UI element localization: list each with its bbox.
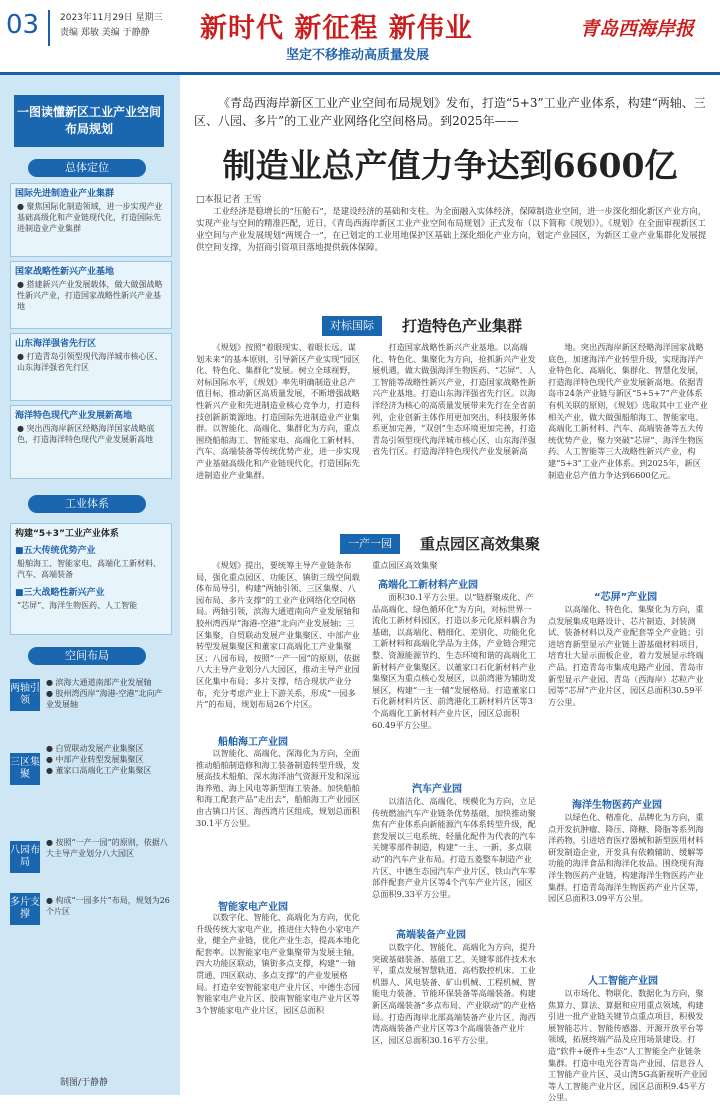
body-column: 面积30.1平方公里。以“链群聚成化、产品高端化、绿色循环化”为方向，对标世界一流化工新材料园区，打造以多元化原料耦合为基础，以高端化、精细化、差别化、功能化化工新材料和高端化学品为主体，产业链合理完整、资源能源节约、生态环境和谐的高端化工新材料产业集聚区。以董家口石化新材料产业集聚区为重点核心发展区，以前湾港为辅助发展区，构建“一主一辅”发展格局。打造董家口石化新材料片区、前湾港化工新材料片区等3个高端化工新材料产业片区，园区总面积60.49平方公里。 bbox=[372, 592, 536, 730]
positioning-box bbox=[10, 405, 172, 479]
body-column: 地。突出西海岸新区经略海洋国家战略底色，加速海洋产业转型升级，实现海洋产业特色化、高端化、集群化、智慧化发展，打造海洋特色现代产业发展新高地。依据青岛市24条产业链与新区“5+5+7”产业体系有机关联的原则，《规划》选取其中工业产业相关产业，做大做强船舶海工、智能家电、高端化工新材料、汽车、高端装备等五大传统优势产业，聚力突破“芯屏”、海洋生物医药、人工智能等三大战略性新兴产业，构建“5+3”工业产业体系。到2025年，新区制造业总产值力争达到6600亿元。 bbox=[548, 342, 708, 480]
editors: 责编 郑敏 美编 于静静 bbox=[60, 28, 150, 38]
system-box-heading: 构建“5+3”工业产业体系 bbox=[15, 529, 119, 539]
box-text: ● 聚焦国际化制造领域，进一步实现产业基础高级化和产业链现代化，打造国际先进制造业产业集群 bbox=[17, 202, 163, 233]
box-heading: 海洋特色现代产业发展新高地 bbox=[15, 411, 133, 421]
park-heading: 高端化工新材料产业园 bbox=[378, 580, 478, 591]
article-byline: □本报记者 王雪 bbox=[196, 195, 262, 205]
layout-text: ● 按照“一产一园”的原则，依据八大主导产业划分八大园区 bbox=[46, 838, 168, 858]
section-title: 重点园区高效集聚 bbox=[420, 535, 541, 553]
body-column: 以智能化、高端化、深海化为方向，全面推动船舶制造修和海工装备制造转型升级，发展高技术船舶、深水海洋油气资源开发和深远海养殖、海上风电等新型海工装备。加快船舶和海工配套产品“走出去”，船舶海工产业园区由古镇口片区、海西湾片区组成，规划总面积30.1平方公里。 bbox=[196, 748, 360, 828]
section-heading bbox=[340, 534, 580, 554]
layout-text: ● 滨海大通道南部产业发展轴 ● 胶州湾西岸“海港-空港”北向产业发展轴 bbox=[46, 678, 163, 709]
article-lead: 工业经济是稳增长的“压舱石”，是建设经济的基础和支柱。为全面融入实体经济，保障制造业空间，进一步深化细化新区产业方向，实现产业与空间的精准匹配，近日，《青岛西海岸新区工业产业空间布局规划》正式发布（以下简称《规划》）。《规划》在全面审视新区工业空间与产业发展规划“两规合一”，在已划定的工业用地保护区基础上深化细化产业方向，划定产业园区，为新区工业产业集群化发展提供空间支撑，为招商引资项目落地提供载体保障。 bbox=[196, 207, 707, 253]
layout-label: 三区集聚 bbox=[10, 753, 40, 785]
park-heading: 海洋生物医药产业园 bbox=[572, 800, 662, 811]
section-tag: 一产一园 bbox=[340, 534, 400, 554]
page-header bbox=[0, 0, 720, 72]
box-heading: 国家战略性新兴产业基地 bbox=[15, 267, 115, 277]
positioning-heading: 总体定位 bbox=[28, 159, 146, 177]
graphic-credit: 制图/于静静 bbox=[60, 1078, 109, 1088]
layout-text: ● 白贸联动发展产业集聚区 ● 中部产业转型发展集聚区 ● 董家口高端化工产业集聚区 bbox=[46, 744, 152, 775]
positioning-box bbox=[10, 333, 172, 401]
box-text: ● 突出西海岸新区经略海洋国家战略底色，打造海洋特色现代产业发展新高地 bbox=[17, 424, 155, 444]
page-number: 03 bbox=[6, 10, 50, 46]
park-heading: 船舶海工产业园 bbox=[218, 737, 288, 748]
layout-heading: 空间布局 bbox=[28, 647, 146, 665]
body-column: 重点园区高效集聚 bbox=[372, 560, 438, 570]
newspaper-masthead: 青岛西海岸报 bbox=[580, 18, 695, 40]
body-column: 打造国家战略性新兴产业基地。以高端化、特色化、集聚化为方向，抢抓新兴产业发展机遇，做大做强海洋生物医药、“芯屏”、人工智能等战略性新兴产业，打造国家战略性新兴产业基地。打造山东海洋强省先行区。以海洋经济为核心的高质量发展带来先行在全省前列，企业创新主体作用更加突出，科技服务体系更加完善，“双创”生态环境更加完善，打造青岛引领型现代海洋城市核心区、山东海洋强省先行区。打造海洋特色现代产业发展新高 bbox=[372, 342, 536, 457]
page-slogan: 新时代 新征程 新伟业 bbox=[200, 13, 473, 44]
park-heading: 汽车产业园 bbox=[412, 784, 462, 795]
issue-date: 2023年11月29日 星期三 bbox=[60, 13, 163, 23]
box-heading: 国际先进制造业产业集群 bbox=[15, 189, 115, 199]
park-heading: 人工智能产业园 bbox=[588, 976, 658, 987]
body-column: 以高端化、特色化、集聚化为方向，重点发展集成电路设计、芯片制造、封装测试、装备材料以及产业配套等全产业链；引进培育新型显示产业链上游基础材料项目，培育壮大显示面板企业，着力发展显示终端产品。打造青岛市集成电路产业园、青岛市新型显示产业园、青岛（西海岸）芯粒产业园等“芯屏”产业片区，园区总面积30.59平方公里。 bbox=[548, 604, 704, 707]
section-tag: 对标国际 bbox=[322, 316, 382, 336]
park-heading: 高端装备产业园 bbox=[396, 930, 466, 941]
park-heading: “芯屏”产业园 bbox=[594, 592, 658, 603]
layout-label: 两轴引领 bbox=[10, 679, 40, 711]
five-industries-text: 船舶海工、智能家电、高端化工新材料、汽车、高端装备 bbox=[17, 559, 161, 579]
body-column: 以数字化、智能化、高端化为方向，优化升级传统大家电产业，推进住大特色小家电产业，健全产业链，优化产业生态，提高本地化配套率。以智能家电产业集聚带为发展主轴，四大功能区联动，镇街多点支撑，构建“一轴贯通、四区联动、多点支撑”的产业发展格局。打造辛安智能家电产业片区、中德生态园智能家电产业片区、胶南智能家电产业片区等3个智能家电产业片区，园区总面积 bbox=[196, 912, 360, 1015]
body-column: 以数字化、智能化、高端化为方向，提升突破基础装备、基础工艺、关键零部件技术水平，重点发展智慧轨道、高档数控机床、工业机器人、风电装备、矿山机械、工程机械、智能电力装备、节能环保装备等高端装备。构建新区高端装备“多点布局、产业联动”的产业格局。打造西海岸北部高端装备产业片区、海西湾高端装备产业片区等3个高端装备产业片区，园区总面积30.16平方公里。 bbox=[372, 942, 536, 1045]
park-heading: 智能家电产业园 bbox=[218, 902, 288, 913]
three-industries-heading: ■三大战略性新兴产业 bbox=[15, 588, 105, 598]
sidebar-title: 一图读懂新区工业产业空间布局规划 bbox=[14, 95, 164, 147]
box-heading: 山东海洋强省先行区 bbox=[15, 339, 97, 349]
body-column: 以绿色化、精准化、品牌化为方向，重点开发抗肿瘤、降压、降糖、降脂等系列海洋药物，引进培育医疗器械和新型医用材料研发制造企业，开发具有依赖辅助、缓解等功能的海洋食品和海洋化妆品。围绕现有海洋生物医药产业链，构建海洋生物医药产业集群。打造青岛海洋生物医药产业片区等，园区总面积3.09平方公里。 bbox=[548, 812, 704, 904]
body-column: 以市场化、物联化、数据化为方向，聚焦算力、算法、算据和应用重点领域，构建引进一批产业链关键节点重点项目，积极发展智能芯片、智能传感器、开源开放平台等领域，拓展终端产品及应用场景建设。打造“软件+硬件+生态”人工智能全产业链条集群。打造中电光谷青岛产业园、信息谷人工智能产业片区、灵山湾5G高新视听产业园等人工智能产业片区，园区总面积9.45平方公里。 bbox=[548, 988, 708, 1103]
system-heading: 工业体系 bbox=[28, 495, 146, 513]
positioning-box bbox=[10, 261, 172, 329]
box-text: ● 打造青岛引领型现代海洋城市核心区、山东海洋强省先行区 bbox=[17, 352, 163, 372]
section-heading bbox=[322, 316, 562, 336]
sidebar-infographic bbox=[0, 75, 180, 1095]
article-intro: 《青岛西海岸新区工业产业空间布局规划》发布，打造“5+3”工业产业体系，构建“两轴、三区、八园、多片”的工业产业网络化空间格局。到2025年—— bbox=[194, 96, 706, 128]
layout-label: 八园布局 bbox=[10, 841, 40, 873]
box-text: ● 搭建新兴产业发展载体，做大做强战略性新兴产业，打造国家战略性新兴产业基地 bbox=[17, 280, 163, 311]
body-column: 《规划》提出，要统筹主导产业链条布局，强化重点园区、功能区、镇街三级空间载体布局导引，构建“两轴引领、三区集聚、八园布局、多片支撑”的工业产业网络化空间格局。两轴引领，滨海大通道南向产业发展轴和胶州湾西岸“海港-空港”北向产业发展轴；三区集聚，自贸联动发展产业集聚区、中部产业转型发展集聚区和董家口高端化工产业集聚区；八园布局，按照“一产一园”的原则，依据八大主导产业划分八大园区，推动主导产业园区化集中布局；多片支撑，结合现状产业分布，充分考虑产业上下游关系，形成“一园多片”的布局，规划布局26个片区。 bbox=[196, 560, 360, 710]
body-column: 以清洁化、高端化、规模化为方向，立足传统燃油汽车产业链条优势基础，加快推动聚焦有产业体系向新能源汽车体系转型升级，配套发展以三电系统、轻量化配件为代表的汽车关键零部件制造，构建“一主、一新、多点联动”的汽车产业布局。打造五菱整车制造产业片区、中德生态园汽车产业片区、铁山汽车零部件配套产业片区等4个汽车产业片区，园区总面积9.33平方公里。 bbox=[372, 796, 536, 899]
body-column: 《规划》按照“着眼现实、着眼长远、谋划未来”的基本原则，引导新区产业实现“园区化、特色化、集群化”发展。树立全球视野，对标国际水平，《规划》率先明确制造业总产值目标，推动新区高质量发展，不断增强战略性新兴产业和先进制造业核心竞争力，打造科技创新新策源地。打造国际先进制造业产业集群。以智能化、高端化、集群化为方向，重点围绕船舶海工、智能家电、高端化工新材料、汽车、高端装备等传统优势产业，进一步实现产业基础高级化和产业链现代化，打造国际先进制造业产业集群。 bbox=[196, 342, 360, 480]
page-subtitle: 坚定不移推动高质量发展 bbox=[286, 48, 430, 63]
layout-text: ● 构成“一园多片”布局，规划为26个片区 bbox=[46, 896, 170, 916]
section-title: 打造特色产业集群 bbox=[402, 317, 523, 335]
five-industries-heading: ■五大传统优势产业 bbox=[15, 546, 96, 556]
system-box bbox=[10, 523, 172, 635]
layout-label: 多片支撑 bbox=[10, 893, 40, 925]
positioning-box bbox=[10, 183, 172, 257]
article-headline: 制造业总产值力争达到6600亿 bbox=[222, 146, 678, 185]
three-industries-text: “芯屏”、海洋生物医药、人工智能 bbox=[17, 601, 138, 610]
